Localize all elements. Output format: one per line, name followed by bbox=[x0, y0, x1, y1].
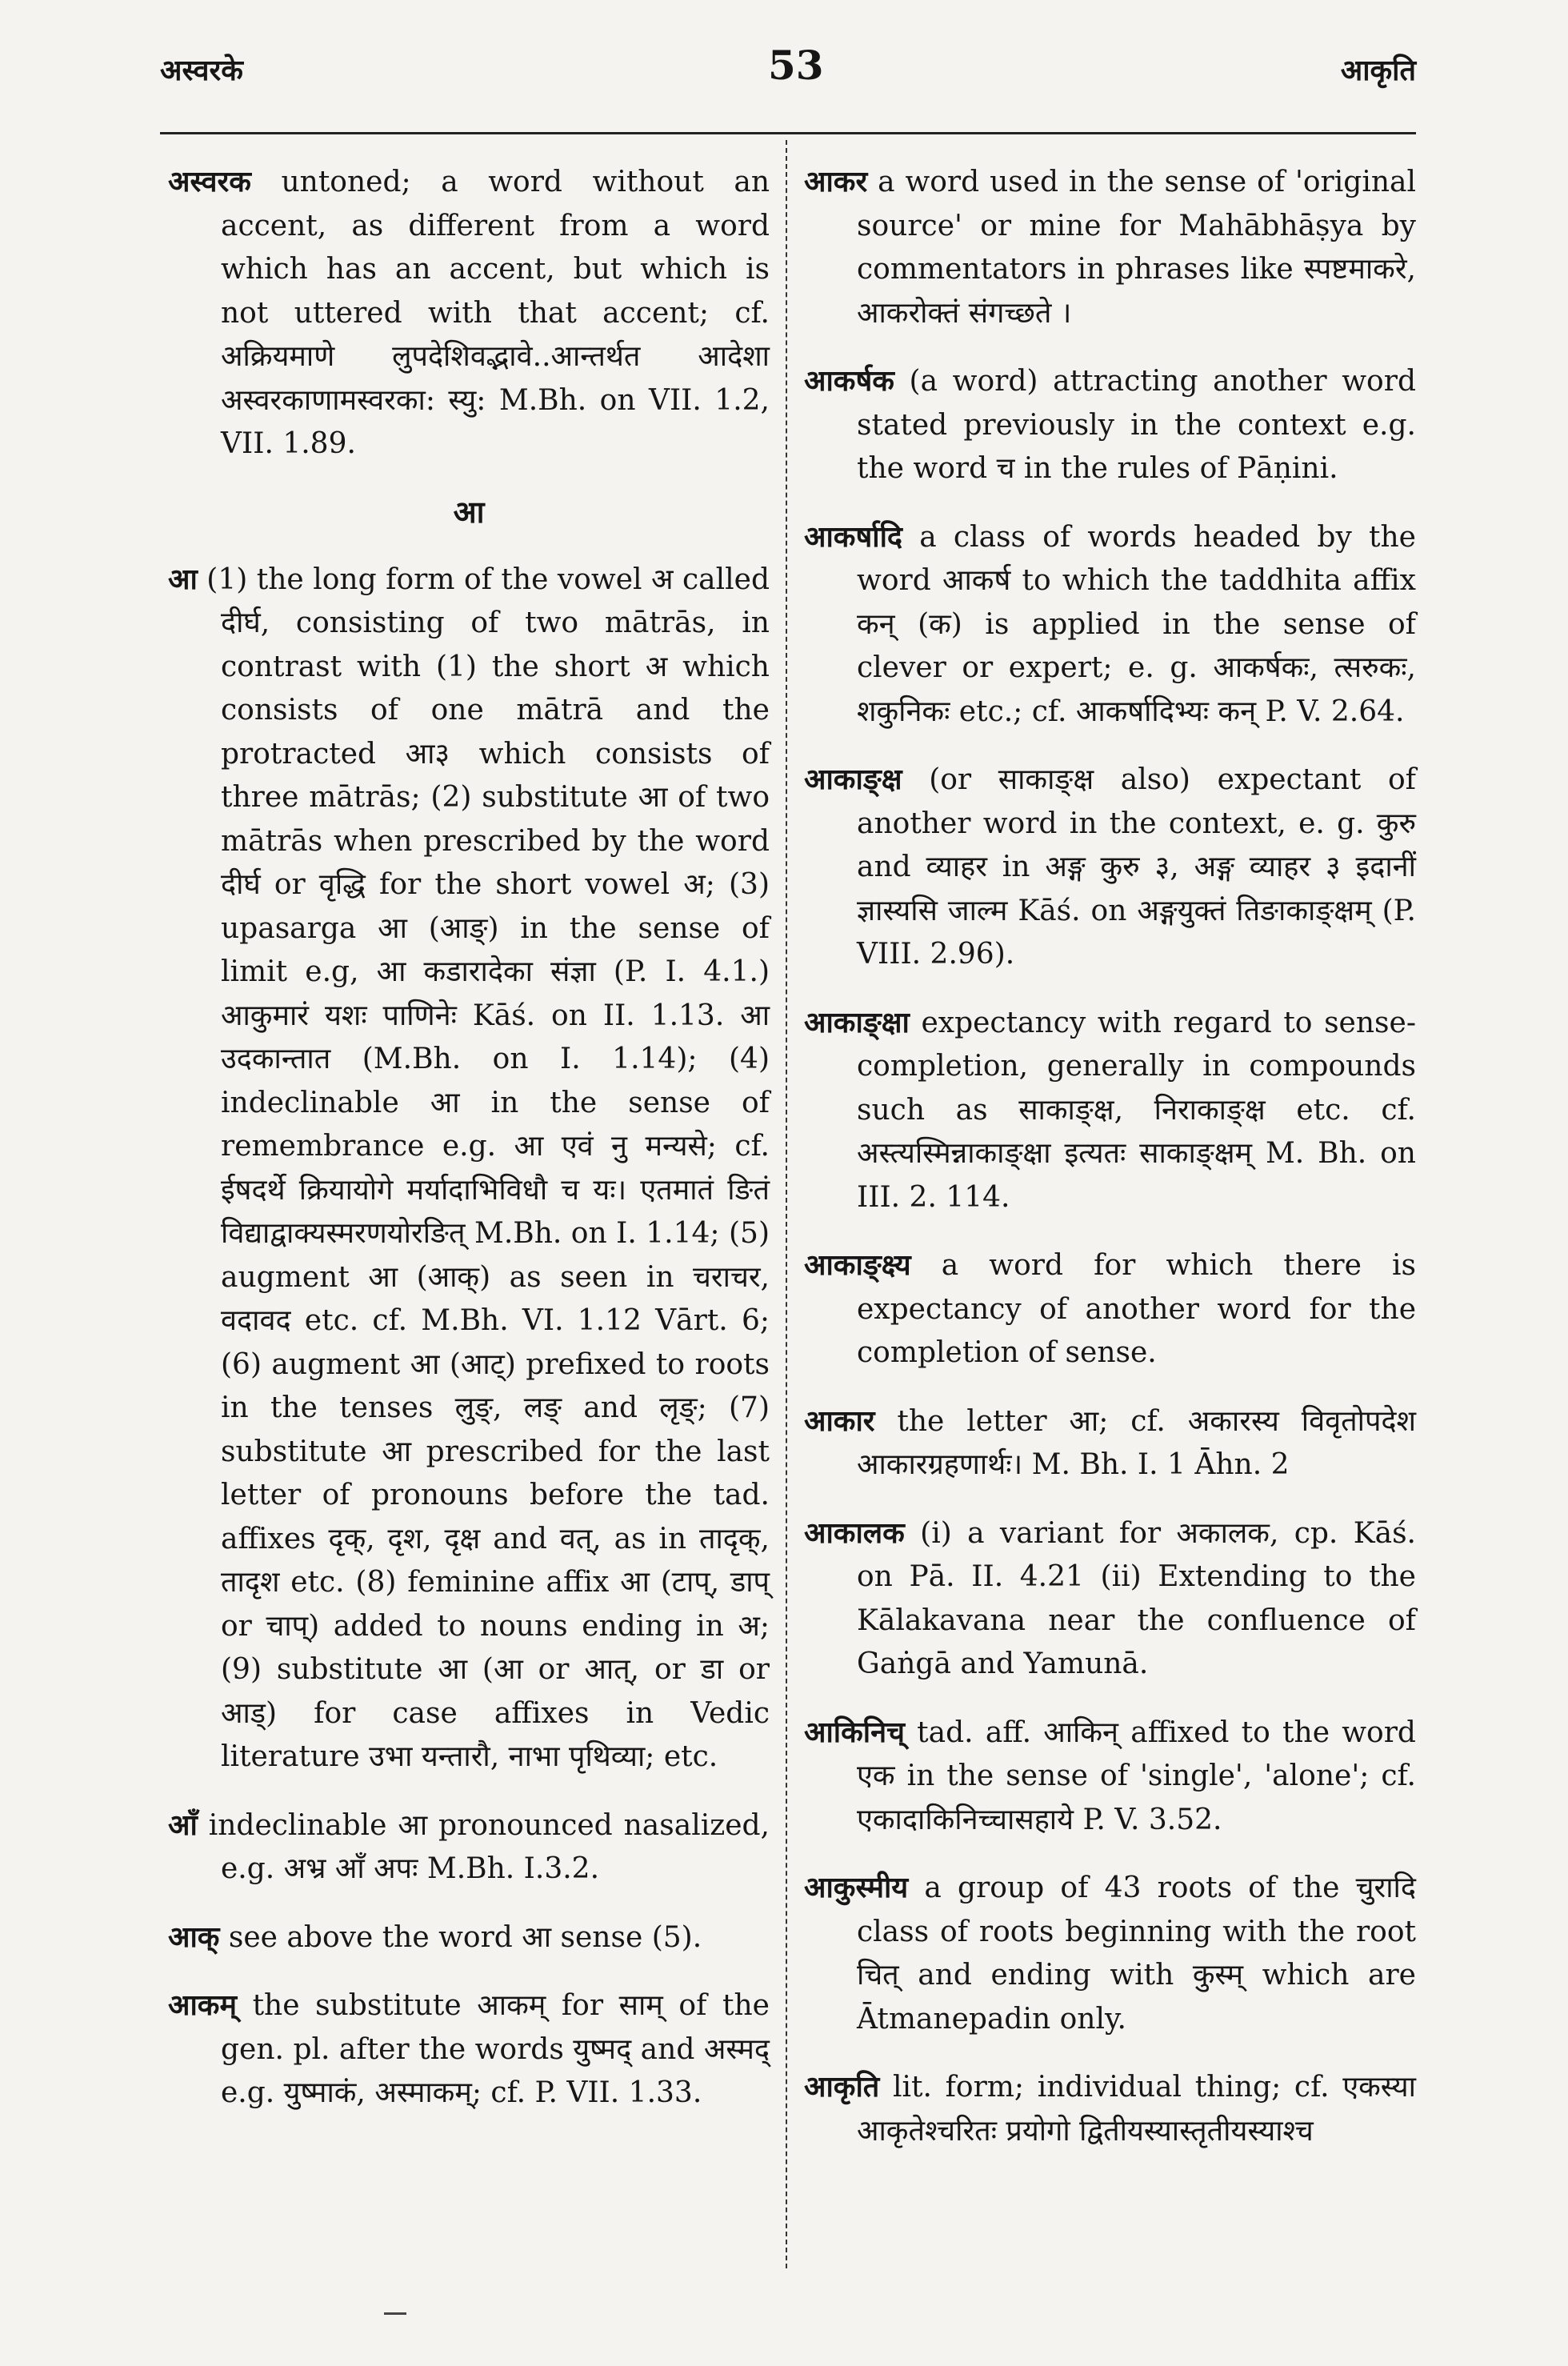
entry-headword: आकम् bbox=[168, 1988, 237, 2022]
entry-definition: a word for which there is expectancy of another word for the completion of sense. bbox=[857, 1249, 1416, 1369]
dictionary-entry bbox=[804, 2065, 1416, 2153]
entry-definition: (or साकाङ्क्ष also) expectant of another word in the context, e. g. कुरु and व्याहर in अङ्ग कुरु ३, अङ्ग व्याहर ३ इदानीं ज्ञास्यसि जाल्म Kāś. on अङ्गयुक्तं तिङाकाङ्क्षम् (P. VIII. 2.96). bbox=[857, 763, 1416, 971]
right-entries bbox=[804, 160, 1416, 2153]
entry-headword: आकाङ्क्ष्य bbox=[804, 1248, 911, 1282]
entry-definition: the letter आ; cf. अकारस्य विवृतोपदेश आकारग्रहणार्थः। M. Bh. I. 1 Āhn. 2 bbox=[857, 1404, 1416, 1481]
entry-headword: आकाङ्क्ष bbox=[804, 763, 902, 796]
page-number: 53 bbox=[768, 42, 824, 89]
right-column bbox=[804, 160, 1416, 2177]
dictionary-entry bbox=[804, 1866, 1416, 2041]
entry-definition: lit. form; individual thing; cf. एकस्या आकृतेश्चरितः प्रयोगो द्वितीयस्यास्तृतीयस्याश्च bbox=[857, 2071, 1416, 2148]
section-heading: आ bbox=[453, 493, 485, 530]
entry-definition: see above the word आ sense (5). bbox=[228, 1920, 702, 1954]
left-column bbox=[168, 160, 770, 2140]
entry-headword: आकृति bbox=[804, 2070, 880, 2104]
left-entries-after bbox=[168, 558, 770, 2116]
header-right-guide-word: आकृति bbox=[1340, 54, 1416, 87]
page-header bbox=[160, 42, 1416, 106]
entry-headword: आकर्षादि bbox=[804, 519, 903, 554]
dictionary-entry bbox=[804, 1001, 1416, 1220]
entry-definition: (i) a variant for अकालक, cp. Kāś. on Pā. II. 4.21 (ii) Extending to the Kālakavana near the confluence of Gaṅgā and Yamunā. bbox=[857, 1516, 1416, 1680]
dictionary-entry bbox=[804, 758, 1416, 977]
entry-definition: (1) the long form of the vowel अ called दीर्घ, consisting of two mātrās, in contrast with (1) the short अ which consists of one mātrā and the protracted आ३ which consists of three mātrās; (2) substitute आ of two mātrās when prescribed by the word दीर्घ or वृद्धि for the short vowel अ; (3) upasarga आ (आङ्) in the sense of limit e.g, आ कडारादेका संज्ञा (P. I. 4.1.) आकुमारं यशः पाणिनेः Kāś. on II. 1.13. आ उदकान्तात (M.Bh. on I. 1.14); (4) indeclinable आ in the sense of remembrance e.g. आ एवं नु मन्यसे; cf. ईषदर्थे क्रियायोगे मर्यादाभिविधौ च यः। एतमातं ङितं विद्याद्वाक्यस्मरणयोरङित् M.Bh. on I. 1.14; (5) augment आ (आक्) as seen in चराचर, वदावद etc. cf. M.Bh. VI. 1.12 Vārt. 6; (6) augment आ (आट्) prefixed to roots in the tenses लुङ्, लङ् and लृङ्; (7) substitute आ prescribed for the last letter of pronouns before the tad. affixes दृक्, दृश, दृक्ष and वत्, as in तादृक्, तादृश etc. (8) feminine affix आ (टाप्, डाप् or चाप्) added to nouns ending in अ; (9) substitute आ (आ or आत्, or डा or आड्) for case affixes in Vedic literature उभा यन्तारौ, नाभा पृथिव्या; etc. bbox=[206, 562, 770, 1773]
column-divider bbox=[786, 140, 787, 2268]
dictionary-entry bbox=[168, 1984, 770, 2116]
entry-headword: अस्वरक bbox=[168, 165, 251, 198]
entry-headword: आक् bbox=[168, 1920, 220, 1954]
left-entries-before bbox=[168, 160, 770, 466]
entry-headword: आकार bbox=[804, 1403, 875, 1438]
dictionary-entry bbox=[168, 1804, 770, 1892]
entry-headword: आकाङ्क्षा bbox=[804, 1005, 910, 1039]
entry-headword: आकुस्मीय bbox=[804, 1871, 909, 1904]
entry-definition: a word used in the sense of 'original source' or mine for Mahābhāṣya by commentators in phrases like स्पष्टमाकरे, आकरोक्तं संगच्छते । bbox=[857, 166, 1416, 330]
entry-headword: आकालक bbox=[804, 1515, 905, 1550]
entry-headword: आकर्षक bbox=[804, 364, 894, 398]
dictionary-entry bbox=[804, 1399, 1416, 1487]
entry-headword: आकर bbox=[804, 165, 868, 198]
entry-definition: tad. aff. आकिन् affixed to the word एक in the sense of 'single', 'alone'; cf. एकादाकिनिच्चासहाये P. V. 3.52. bbox=[857, 1715, 1416, 1836]
entry-definition: untoned; a word without an accent, as different from a word which has an accent, but which is not uttered with that accent; cf. अक्रियमाणे लुपदेशिवद्भावे..आन्तर्थत आदेशा अस्वरकाणामस्वरका: स्यु: M.Bh. on VII. 1.2, VII. 1.89. bbox=[221, 166, 770, 460]
dictionary-entry bbox=[168, 1916, 770, 1960]
dictionary-entry bbox=[804, 359, 1416, 491]
entry-definition: the substitute आकम् for साम् of the gen. pl. after the words युष्मद् and अस्मद् e.g. युष्माकं, अस्माकम्; cf. P. VII. 1.33. bbox=[221, 1989, 770, 2109]
dictionary-entry bbox=[168, 160, 770, 466]
header-left-guide-word: अस्वरके bbox=[160, 54, 243, 87]
dictionary-entry bbox=[804, 160, 1416, 335]
entry-definition: a group of 43 roots of the चुरादि class of roots beginning with the root चित् and ending with कुस्म् which are Ātmanepadin only. bbox=[857, 1872, 1416, 2036]
header-rule bbox=[160, 132, 1416, 134]
entry-headword: आकिनिच् bbox=[804, 1715, 905, 1749]
dictionary-entry bbox=[804, 515, 1416, 735]
entry-definition: a class of words headed by the word आकर्ष to which the taddhita affix कन् (क) is applied in the sense of clever or expert; e. g. आकर्षकः, त्सरुकः, शकुनिकः etc.; cf. आकर्षादिभ्यः कन् P. V. 2.64. bbox=[857, 520, 1416, 728]
dictionary-entry bbox=[804, 1711, 1416, 1843]
dictionary-entry bbox=[168, 558, 770, 1780]
dictionary-entry bbox=[804, 1511, 1416, 1687]
bottom-mark bbox=[384, 2312, 406, 2315]
entry-headword: आ bbox=[168, 562, 198, 596]
dictionary-entry bbox=[804, 1243, 1416, 1375]
entry-headword: आँ bbox=[168, 1808, 198, 1842]
entry-definition: expectancy with regard to sense-completion, generally in compounds such as साकाङ्क्ष, निराकाङ्क्ष etc. cf. अस्त्यस्मिन्नाकाङ्क्षा इत्यतः साकाङ्क्षम् M. Bh. on III. 2. 114. bbox=[857, 1006, 1416, 1214]
entry-definition: indeclinable आ pronounced nasalized, e.g. अभ्र आँ अपः M.Bh. I.3.2. bbox=[208, 1808, 770, 1885]
entry-definition: (a word) attracting another word stated previously in the context e.g. the word च in the rules of Pāṇini. bbox=[857, 365, 1416, 485]
